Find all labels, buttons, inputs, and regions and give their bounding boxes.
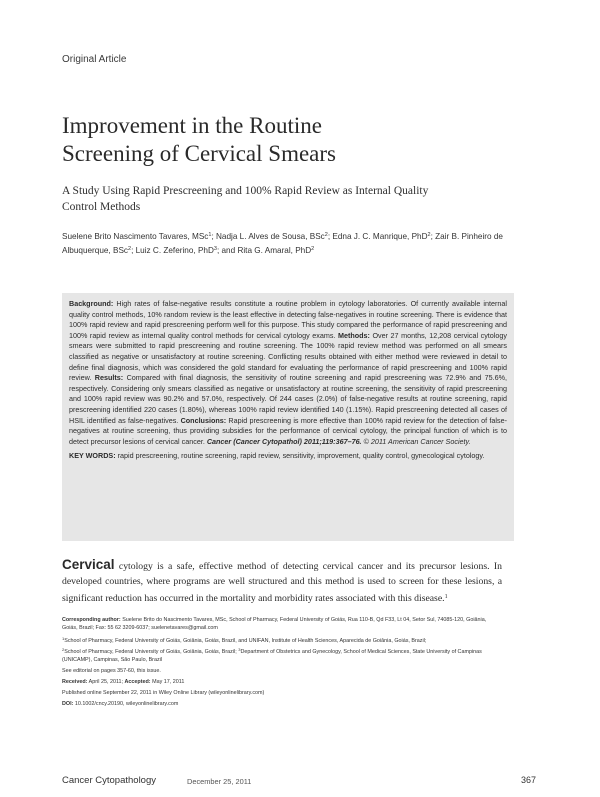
affiliation-1: School of Pharmacy, Federal University of Goiás, Goiânia, Goiás, Brazil, and UNIFAN, Institute of Health Sciences, Aparecida de Goiânia, Goiás, Brazil;: [64, 638, 427, 645]
affiliation-2: School of Pharmacy, Federal University of Goiás, Goiânia, Goiás, Brazil;: [64, 648, 239, 655]
author-name: ; Luiz C. Zeferino, PhD: [131, 246, 214, 255]
published-online: Published online September 22, 2011 in Wiley Online Library (wileyonlinelibrary.com): [62, 690, 265, 697]
abstract-text: [69, 299, 507, 447]
footer-journal-name: Cancer Cytopathology: [62, 775, 156, 786]
subtitle-line-2: Control Methods: [62, 201, 141, 213]
affiliation-3: Department of Obstetrics and Gynecology, School of Medical Sciences, State University of Campinas (UNICAMP), Campinas, São Paulo, Brazil: [62, 648, 482, 664]
affiliation-marker: 1: [208, 232, 212, 238]
title-line-1: Improvement in the Routine: [62, 113, 322, 138]
footer-date: December 25, 2011: [187, 777, 252, 786]
title-line-2: Screening of Cervical Smears: [62, 141, 336, 166]
methods-label: Methods:: [337, 330, 370, 340]
affiliations: $^1$School of Pharmacy, Federal University of Goiás, Goiânia, Goiás, Brazil, and UNIFAN, Institute of Health Sciences, Aparecida de Goiânia, Goiás, Brazil; $^2$School of Pharmacy, Federal University of Goiás, Goiânia, Goiás, Brazil; $^3$Department of Obstetrics and Gynecology, School of Medical Sciences, State University of Campinas (UNICAMP), Campinas, São Paulo, Brazil: [62, 636, 482, 664]
citation: Cancer (Cancer Cytopathol) 2011;119:367–76. © 2011 American Cancer Society.: [206, 436, 471, 446]
author-name: Suelene Brito Nascimento Tavares, MSc: [62, 232, 209, 241]
affiliation-marker: 2: [427, 232, 431, 238]
methods-text: Over 27 months, 12,208 cervical cytology smears were submitted to rapid prescreening and routine screening. The 100% rapid review method was performed on all smears classified as negative or unsatisfactory at routine screening. Conflicting results obtained with either method were reviewed in detail to define final diagnosis, which was considered the gold standard for evaluating the performance of rapid prescreening and 100% rapid review.: [69, 330, 507, 383]
corresponding-text: Suelene Brito do Nascimento Tavares, MSc, School of Pharmacy, Federal University of Goiás, Rua 110-B, Qd F33, Lt 04, Setor Sul, 74085-120, Goiânia, Goiás, Brazil; Fax: 55 62 3209-6037; suelenetavares@gmail.com: [62, 617, 487, 632]
keywords-label: KEY WORDS:: [69, 451, 116, 461]
subtitle-line-1: A Study Using Rapid Prescreening and 100% Rapid Review as Internal Quality: [62, 185, 429, 197]
intro-lead-word: Cervical: [62, 557, 115, 572]
conclusions-label: Conclusions:: [180, 415, 227, 425]
intro-text: cytology is a safe, effective method of detecting cervical cancer and its precursor lesions. In developed countries, where programs are well structured and this method is used to screen for these lesions, a significant reduction has occurred in the mortality and morbidity rates associated with this disease.: [62, 561, 502, 604]
author-name: ; Edna J. C. Manrique, PhD: [327, 232, 428, 241]
keywords-text: rapid prescreening, routine screening, rapid review, sensitivity, improvement, quality control, gynecological cytology.: [115, 451, 485, 461]
copyright: © 2011 American Cancer Society.: [361, 436, 471, 446]
editorial-note: See editorial on pages 357-60, this issue.: [62, 668, 161, 675]
doi: DOI: 10.1002/cncy.20190, wileyonlinelibrary.com: [62, 701, 179, 708]
corresponding-label: Corresponding author:: [62, 617, 121, 623]
article-type-label: Original Article: [62, 54, 127, 65]
reference-marker: 1: [444, 593, 448, 600]
conclusions-text: Rapid prescreening is more effective than 100% rapid review for the detection of false-negatives at routine screening, thus providing subsidies for the performance of cervical cytology, the principal function of which is to detect precursor lesions of cervical cancer.: [69, 415, 507, 446]
affiliation-marker: 2: [311, 246, 315, 252]
author-name: ; Nadja L. Alves de Sousa, BSc: [211, 232, 325, 241]
affiliation-marker: 2: [128, 246, 132, 252]
affiliation-marker: 2: [324, 232, 328, 238]
affiliation-marker: 3: [213, 246, 217, 252]
received-accepted: Received: April 25, 2011; Accepted: May 17, 2011: [62, 679, 185, 686]
corresponding-author: [62, 616, 502, 633]
article-title: [62, 112, 522, 168]
results-label: Results:: [94, 373, 124, 383]
page-number: 367: [521, 775, 537, 785]
author-list: [62, 229, 532, 257]
article-subtitle: [62, 183, 532, 215]
background-text: High rates of false-negative results constitute a routine problem in cytology laboratories. Of currently available internal quality control methods, 10% random review is the least effective in detecting false-negatives in routine screening. There is evidence that 100% rapid review and rapid prescreening perform well for this purpose. This study compared the performance of rapid prescreening and 100% rapid review as internal quality control methods for cervical cytology exams.: [69, 299, 507, 340]
abstract-box: [62, 293, 514, 541]
keywords: [69, 451, 507, 462]
results-text: Compared with final diagnosis, the sensitivity of routine screening and rapid prescreening was 72.9% and 75.6%, respectively. Considering only smears classified as negative or unsatisfactory at routine screening, the sensitivity of rapid prescreening and 100% rapid review was 90.2% and 57.0%, respectively. Of 244 cases (2.0%) of false-negative results at routine screening, rapid prescreening identified 220 cases (1.80%), whereas 100% rapid review identified 140 (1.15%). Rapid prescreening detected all cases of HSIL identified as false-negatives.: [69, 373, 507, 425]
author-name: ; and Rita G. Amaral, PhD: [216, 246, 312, 255]
author-name: ; Zair B. Pinheiro de Albuquerque, BSc: [62, 232, 503, 255]
footnotes: [62, 616, 502, 711]
intro-paragraph: [62, 557, 502, 606]
background-label: Background:: [69, 299, 114, 308]
